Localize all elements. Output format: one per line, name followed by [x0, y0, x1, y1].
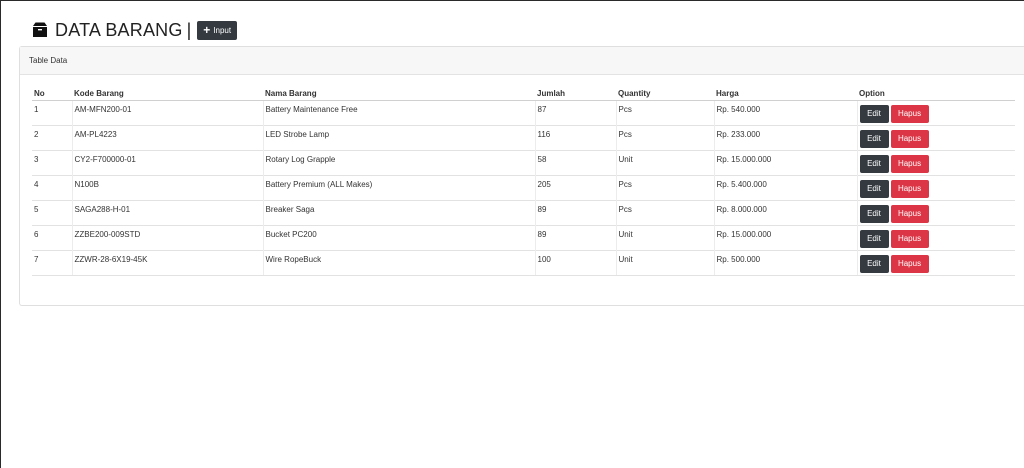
- edit-button[interactable]: Edit: [860, 205, 889, 223]
- table-row: [32, 101, 1015, 126]
- cell-jumlah: 89: [535, 226, 616, 251]
- cell-jumlah: 89: [535, 201, 616, 226]
- cell-option: [857, 201, 1015, 226]
- column-header-jumlah: Jumlah: [535, 87, 616, 101]
- cell-option: [857, 176, 1015, 201]
- card-header: Table Data: [20, 47, 1024, 75]
- cell-option: [857, 251, 1015, 276]
- cell-kode-barang: ZZBE200-009STD: [72, 226, 263, 251]
- input-button[interactable]: [197, 21, 237, 40]
- cell-quantity: Unit: [616, 251, 714, 276]
- cell-quantity: Pcs: [616, 101, 714, 126]
- data-table: [32, 87, 1015, 276]
- cell-no: 4: [32, 176, 72, 201]
- cell-jumlah: 58: [535, 151, 616, 176]
- plus-icon: +: [203, 23, 211, 37]
- cell-quantity: Pcs: [616, 201, 714, 226]
- delete-button[interactable]: Hapus: [891, 230, 929, 248]
- cell-harga: Rp. 15.000.000: [714, 151, 857, 176]
- table-row: [32, 176, 1015, 201]
- table-row: [32, 151, 1015, 176]
- title-separator: |: [186, 19, 192, 40]
- delete-button[interactable]: Hapus: [891, 205, 929, 223]
- cell-kode-barang: CY2-F700000-01: [72, 151, 263, 176]
- cell-jumlah: 205: [535, 176, 616, 201]
- cell-nama-barang: Battery Premium (ALL Makes): [263, 176, 535, 201]
- cell-kode-barang: AM-MFN200-01: [72, 101, 263, 126]
- cell-harga: Rp. 15.000.000: [714, 226, 857, 251]
- delete-button[interactable]: Hapus: [891, 130, 929, 148]
- delete-button[interactable]: Hapus: [891, 155, 929, 173]
- cell-kode-barang: SAGA288-H-01: [72, 201, 263, 226]
- cell-quantity: Pcs: [616, 176, 714, 201]
- cell-nama-barang: Wire RopeBuck: [263, 251, 535, 276]
- cell-harga: Rp. 8.000.000: [714, 201, 857, 226]
- edit-button[interactable]: Edit: [860, 230, 889, 248]
- column-header-no: No: [32, 87, 72, 101]
- cell-nama-barang: Bucket PC200: [263, 226, 535, 251]
- cell-jumlah: 100: [535, 251, 616, 276]
- cell-option: [857, 101, 1015, 126]
- table-row: [32, 226, 1015, 251]
- delete-button[interactable]: Hapus: [891, 105, 929, 123]
- cell-kode-barang: ZZWR-28-6X19-45K: [72, 251, 263, 276]
- delete-button[interactable]: Hapus: [891, 180, 929, 198]
- column-header-harga: Harga: [714, 87, 857, 101]
- cell-quantity: Unit: [616, 151, 714, 176]
- cell-option: [857, 226, 1015, 251]
- cell-harga: Rp. 500.000: [714, 251, 857, 276]
- cell-nama-barang: Breaker Saga: [263, 201, 535, 226]
- cell-quantity: Unit: [616, 226, 714, 251]
- cell-no: 2: [32, 126, 72, 151]
- page-title: DATA BARANG: [55, 19, 183, 40]
- cell-no: 1: [32, 101, 72, 126]
- table-row: [32, 251, 1015, 276]
- cell-option: [857, 151, 1015, 176]
- cell-jumlah: 116: [535, 126, 616, 151]
- edit-button[interactable]: Edit: [860, 130, 889, 148]
- cell-harga: Rp. 233.000: [714, 126, 857, 151]
- box-icon: [31, 21, 49, 39]
- edit-button[interactable]: Edit: [860, 155, 889, 173]
- cell-no: 5: [32, 201, 72, 226]
- column-header-kode: Kode Barang: [72, 87, 263, 101]
- cell-option: [857, 126, 1015, 151]
- cell-nama-barang: Battery Maintenance Free: [263, 101, 535, 126]
- table-card: [19, 46, 1024, 306]
- cell-kode-barang: AM-PL4223: [72, 126, 263, 151]
- cell-jumlah: 87: [535, 101, 616, 126]
- delete-button[interactable]: Hapus: [891, 255, 929, 273]
- cell-no: 3: [32, 151, 72, 176]
- edit-button[interactable]: Edit: [860, 105, 889, 123]
- table-body: [32, 101, 1015, 276]
- cell-nama-barang: LED Strobe Lamp: [263, 126, 535, 151]
- table-row: [32, 201, 1015, 226]
- table-row: [32, 126, 1015, 151]
- cell-kode-barang: N100B: [72, 176, 263, 201]
- cell-harga: Rp. 5.400.000: [714, 176, 857, 201]
- column-header-option: Option: [857, 87, 1015, 101]
- column-header-nama: Nama Barang: [263, 87, 535, 101]
- table-header-row: [32, 87, 1015, 101]
- cell-no: 6: [32, 226, 72, 251]
- cell-nama-barang: Rotary Log Grapple: [263, 151, 535, 176]
- column-header-quantity: Quantity: [616, 87, 714, 101]
- cell-quantity: Pcs: [616, 126, 714, 151]
- edit-button[interactable]: Edit: [860, 180, 889, 198]
- page-header: [31, 16, 237, 44]
- cell-no: 7: [32, 251, 72, 276]
- cell-harga: Rp. 540.000: [714, 101, 857, 126]
- edit-button[interactable]: Edit: [860, 255, 889, 273]
- input-button-label: Input: [213, 25, 232, 35]
